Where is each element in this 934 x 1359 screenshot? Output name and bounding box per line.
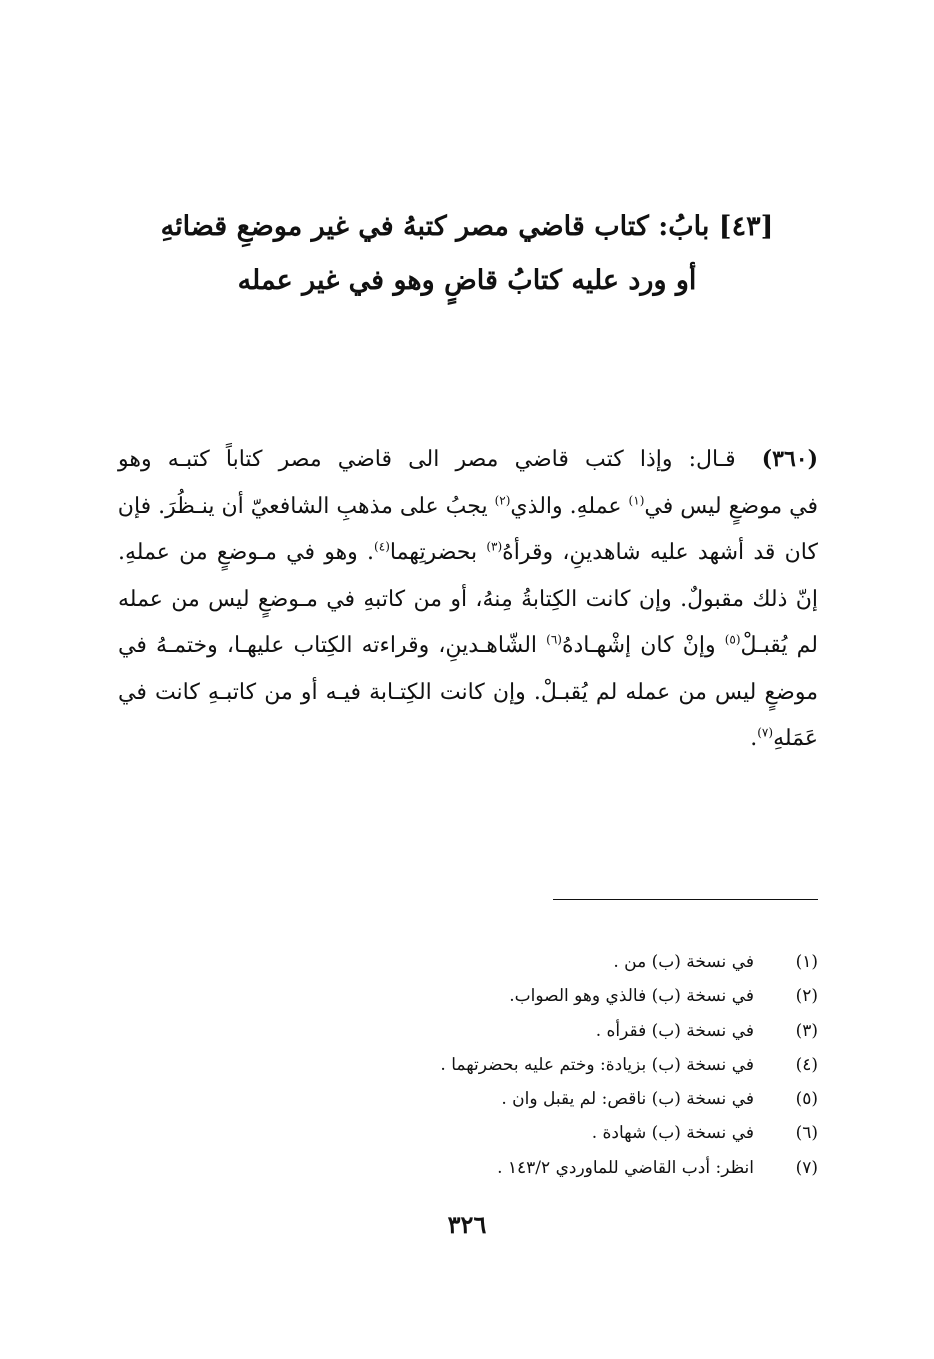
chapter-heading-line-1: [٤٣] بابُ: كتاب قاضي مصر كتبهُ في غير موضعِ قضائهِ: [160, 211, 774, 242]
paragraph-text: عَمَلهِ: [773, 726, 818, 751]
paragraph-line-1: [118, 436, 818, 484]
paragraph-text: يجبُ على مذهبِ الشافعيّ أن ينـظُرَ. فإن: [117, 493, 495, 519]
footnote-marker-3[interactable]: (٣): [486, 539, 503, 554]
footnote-marker-1[interactable]: (١): [628, 493, 645, 508]
footnote-text: في نسخة (ب) فقرأه .: [595, 1020, 754, 1041]
footnote-text: في نسخة (ب) شهادة .: [591, 1123, 754, 1144]
footnote-number: (٢): [795, 986, 818, 1007]
footnote-marker-6[interactable]: (٦): [546, 632, 562, 647]
footnote-text: في نسخة (ب) فالذي وهو الصواب.: [509, 986, 754, 1007]
paragraph-text: عملهِ. والذي: [510, 493, 629, 519]
footnote-number: (٦): [795, 1123, 818, 1144]
paragraph-text: إنّ ذلك مقبولٌ. وإن كانت الكِتابةُ مِنهُ، أو من كاتبهِ في مـوضعٍ ليس من عمله: [118, 586, 818, 612]
paragraph-text: قـال: وإذا كتب قاضي مصر الى قاضي مصر كتاباً كتبـه وهو: [118, 447, 736, 472]
paragraph-line-7: [118, 716, 818, 763]
footnote-6: [380, 1116, 818, 1150]
paragraph-text: في موضعٍ ليس في: [644, 493, 818, 519]
paragraph-line-6: [118, 670, 818, 717]
footnote-number: (٥): [795, 1089, 818, 1110]
footnote-number: (٧): [795, 1157, 818, 1178]
chapter-heading-line-2: أو ورد عليه كتابُ قاضٍ وهو في غير عمله: [237, 265, 697, 296]
footnote-3: [380, 1014, 818, 1048]
footnote-7: [380, 1151, 818, 1185]
paragraph-text: . وهو في مـوضعٍ من عملهِ.: [118, 540, 375, 565]
paragraph-line-3: [118, 530, 818, 577]
footnote-text: في نسخة (ب) بزيادة: وختم عليه بحضرتهما .: [440, 1054, 754, 1075]
paragraph-text: موضعٍ ليس من عمله لم يُقبـلْ. وإن كانت الكِتـابة فيـه أو من كاتبـهِ كانت في: [118, 679, 818, 705]
footnote-number: (٣): [795, 1020, 818, 1041]
footnote-marker-2[interactable]: (٢): [494, 493, 511, 508]
footnote-2: [380, 979, 818, 1013]
footnote-text: في نسخة (ب) ناقص: لم يقبل وان .: [501, 1089, 754, 1110]
footnote-marker-7[interactable]: (٧): [757, 725, 774, 740]
footnote-5: [380, 1082, 818, 1116]
footnote-number: (١): [795, 952, 818, 972]
footnote-1: [380, 945, 818, 979]
paragraph-line-4: [118, 577, 818, 624]
paragraph-line-2: [118, 484, 818, 531]
paragraph-360: [118, 436, 818, 763]
footnotes-list: [380, 945, 818, 1185]
chapter-heading: [100, 200, 834, 308]
footnote-marker-4[interactable]: (٤): [374, 539, 390, 554]
paragraph-text: لم يُقبـلْ: [740, 633, 818, 658]
paragraph-text: الشّاهـدينِ، وقراءته الكِتاب عليهـا، وختمـهُ في: [118, 633, 547, 658]
paragraph-line-5: [118, 623, 818, 670]
footnote-marker-5[interactable]: (٥): [724, 632, 741, 647]
footnote-text: انظر: أدب القاضي للماوردي ١٤٣/٢ .: [497, 1157, 754, 1178]
paragraph-text: بحضرتِهما: [389, 540, 487, 565]
footnote-number: (٤): [795, 1054, 818, 1075]
paragraph-text: .: [750, 726, 758, 751]
page-number: ٣٢٦: [447, 1210, 487, 1239]
paragraph-text: كان قد أشهد عليه شاهدينِ، وقرأهُ: [502, 540, 818, 565]
paragraph-text: وإنْ كان إشْهـادهُ: [561, 633, 725, 658]
paragraph-number: (٣٦٠): [761, 446, 818, 472]
footnote-separator: [553, 899, 818, 900]
footnote-4: [380, 1048, 818, 1082]
footnote-text: في نسخة (ب) من .: [613, 952, 754, 972]
